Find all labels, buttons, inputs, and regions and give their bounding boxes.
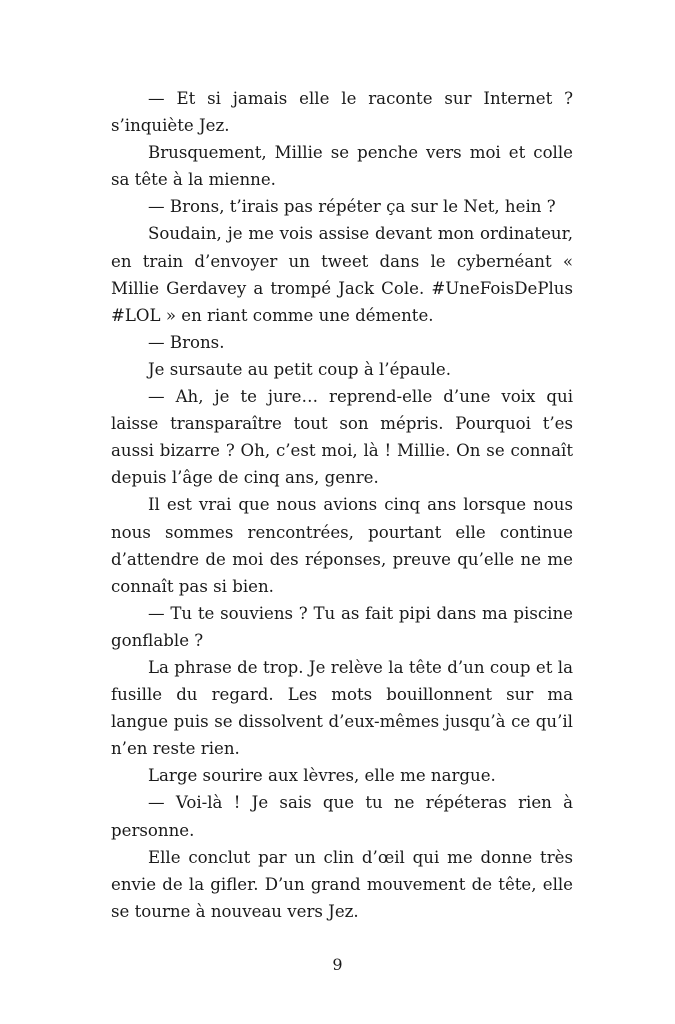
paragraph-4: Soudain, je me vois assise devant mon ordinateur, en train d’envoyer un tweet dans le cybernéant « Millie Gerdavey a trompé Jack Cole. #UneFoisDePlus #LOL » en riant comme une démente.	[111, 224, 573, 325]
paragraph-5: — Brons.	[148, 332, 225, 352]
paragraph-2: Brusquement, Millie se penche vers moi et colle sa tête à la mienne.	[111, 143, 573, 190]
paragraph-7: — Ah, je te jure… reprend-elle d’une voix qui laisse transparaître tout son mépris. Pourquoi t’es aussi bizarre ? Oh, c’est moi, là ! Millie. On se connaît depuis l’âge de cinq ans, genre.	[111, 387, 573, 488]
paragraph-1: — Et si jamais elle le raconte sur Internet ? s’inquiète Jez.	[111, 89, 573, 136]
paragraph-8: Il est vrai que nous avions cinq ans lorsque nous nous sommes rencontrées, pourtant elle continue d’attendre de moi des réponses, preuve qu’elle ne me connaît pas si bien.	[111, 495, 573, 596]
paragraph-13: Elle conclut par un clin d’œil qui me donne très envie de la gifler. D’un grand mouvement de tête, elle se tourne à nouveau vers Jez.	[111, 847, 573, 921]
paragraph-11: Large sourire aux lèvres, elle me nargue.	[148, 766, 496, 786]
paragraph-3: — Brons, t’irais pas répéter ça sur le Net, hein ?	[148, 197, 556, 217]
body-text	[111, 85, 573, 925]
paragraph-12: — Voi-là ! Je sais que tu ne répéteras rien à personne.	[111, 793, 573, 840]
paragraph-6: Je sursaute au petit coup à l’épaule.	[148, 359, 451, 379]
paragraph-9: — Tu te souviens ? Tu as fait pipi dans ma piscine gonflable ?	[111, 603, 573, 650]
page-number: 9	[332, 955, 343, 974]
paragraph-10: La phrase de trop. Je relève la tête d’un coup et la fusille du regard. Les mots bouillonnent sur ma langue puis se dissolvent d’eux-mêmes jusqu’à ce qu’il n’en reste rien.	[111, 657, 573, 759]
